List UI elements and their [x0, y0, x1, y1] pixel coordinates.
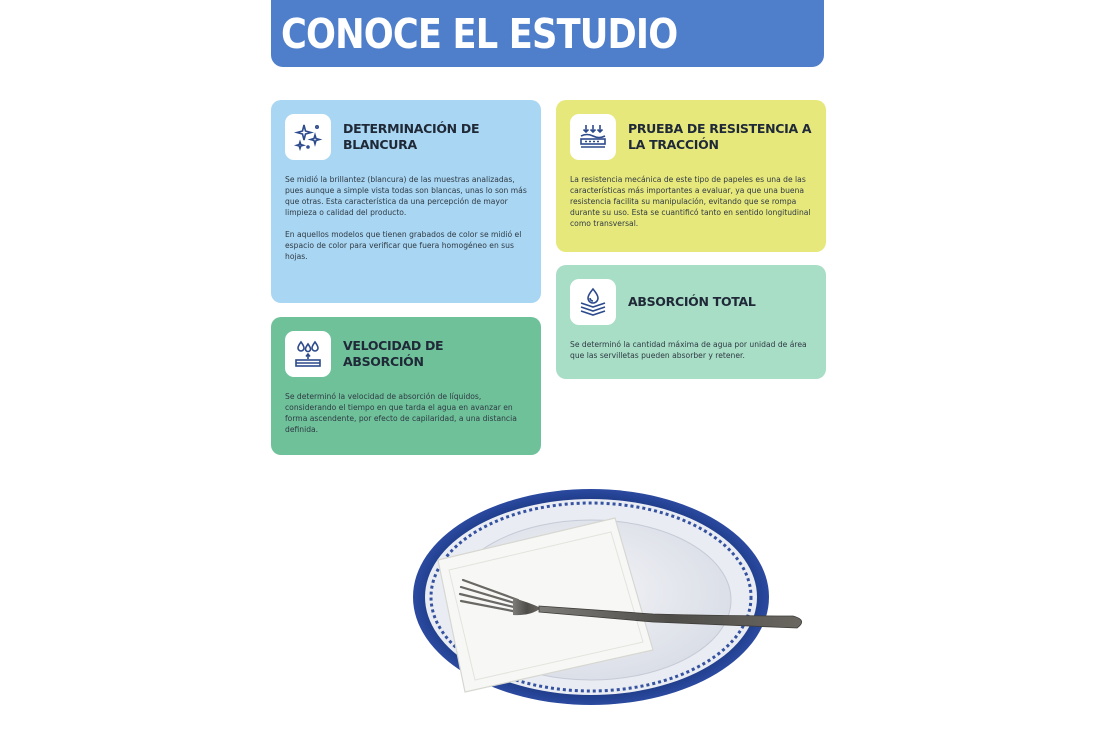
sparkle-icon — [285, 114, 331, 160]
title-banner — [271, 0, 824, 67]
card-velocidad — [271, 317, 541, 455]
page-title: CONOCE EL ESTUDIO — [281, 9, 678, 58]
card-title: VELOCIDAD DE ABSORCIÓN — [343, 338, 444, 369]
card-text: Se determinó la velocidad de absorción de líquidos, considerando el tiempo en que tarda el agua en avanzar en forma ascendente, por efecto de capilaridad, a una distancia definida. — [285, 392, 517, 434]
plate-napkin-fork-photo — [353, 482, 823, 730]
water-drops-icon — [285, 331, 331, 377]
card-text-secondary: En aquellos modelos que tienen grabados de color se midió el espacio de color para verificar que fuera homogéneo en sus hojas. — [285, 230, 522, 261]
layered-drop-icon — [570, 279, 616, 325]
card-text: Se midió la brillantez (blancura) de las muestras analizadas, pues aunque a simple vista todas son blancas, unas lo son más que otras. Esta característica da una percepción de mayor limpieza o calidad del producto. — [285, 175, 527, 217]
tension-icon — [570, 114, 616, 160]
card-text: Se determinó la cantidad máxima de agua por unidad de área que las servilletas pueden absorber y retener. — [570, 340, 807, 360]
card-text: La resistencia mecánica de este tipo de papeles es una de las características más importantes a evaluar, ya que una buena resistencia facilita su manipulación, evitando que se rompa durante su uso. Esta se cuantificó tanto en sentido longitudinal como transversal. — [570, 175, 811, 228]
card-absorcion — [556, 265, 826, 379]
card-traccion — [556, 100, 826, 252]
card-blancura — [271, 100, 541, 303]
card-title: PRUEBA DE RESISTENCIA A LA TRACCIÓN — [628, 121, 812, 152]
card-title: ABSORCIÓN TOTAL — [628, 294, 756, 309]
card-title: DETERMINACIÓN DE BLANCURA — [343, 121, 480, 152]
infographic-page — [258, 0, 855, 730]
